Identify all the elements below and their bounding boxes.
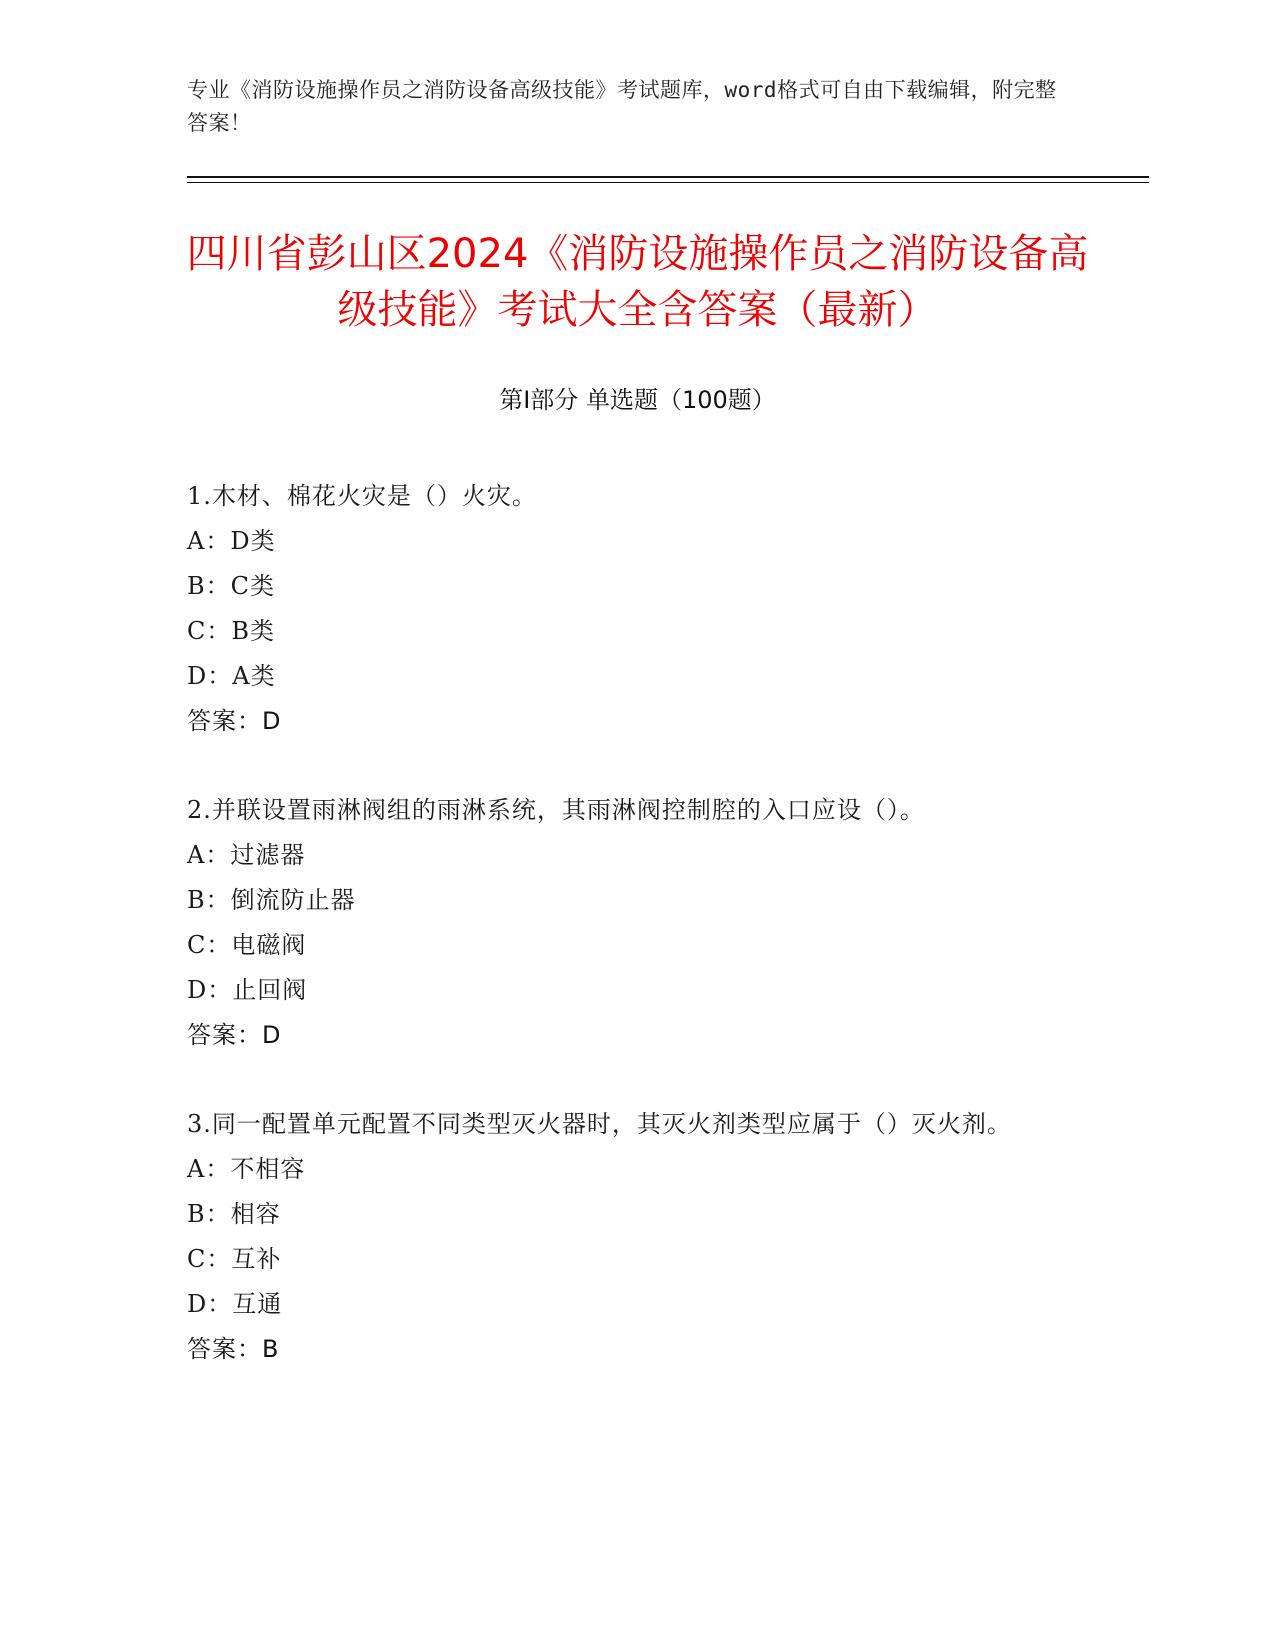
question-spacer xyxy=(187,1058,1067,1102)
option-a: A：不相容 xyxy=(187,1155,306,1183)
option-d: D：止回阀 xyxy=(187,976,308,1004)
question-3 xyxy=(187,1102,1067,1372)
header-rule-thin xyxy=(187,182,1149,183)
option-a: A：D类 xyxy=(187,527,276,555)
option-d: D：互通 xyxy=(187,1290,283,1318)
option-c: C：电磁阀 xyxy=(187,931,307,959)
header-note: 专业《消防设施操作员之消防设备高级技能》考试题库，word格式可自由下载编辑，附完整答案！ xyxy=(187,78,1057,135)
question-stem: 2.并联设置雨淋阀组的雨淋系统，其雨淋阀控制腔的入口应设（）。 xyxy=(187,796,925,824)
option-b: B：倒流防止器 xyxy=(187,886,356,914)
question-2 xyxy=(187,788,1067,1058)
option-d: D：A类 xyxy=(187,662,276,690)
option-c: C：B类 xyxy=(187,617,275,645)
question-stem: 1.木材、棉花火灾是（）火灾。 xyxy=(187,482,537,510)
option-b: B：相容 xyxy=(187,1200,281,1228)
option-a: A：过滤器 xyxy=(187,841,306,869)
answer-line: 答案：D xyxy=(187,707,282,735)
question-stem: 3.同一配置单元配置不同类型灭火器时，其灭火剂类型应属于（）灭火剂。 xyxy=(187,1110,1012,1138)
document-title: 四川省彭山区2024《消防设施操作员之消防设备高级技能》考试大全含答案（最新） xyxy=(186,231,1089,333)
option-b: B：C类 xyxy=(187,572,275,600)
answer-line: 答案：D xyxy=(187,1021,282,1049)
answer-line: 答案：B xyxy=(187,1335,280,1363)
question-spacer xyxy=(187,744,1067,788)
question-list xyxy=(187,474,1067,1372)
section-heading: 第I部分 单选题（100题） xyxy=(499,386,776,414)
header-rule-thick xyxy=(187,176,1149,178)
option-c: C：互补 xyxy=(187,1245,282,1273)
question-1 xyxy=(187,474,1067,744)
